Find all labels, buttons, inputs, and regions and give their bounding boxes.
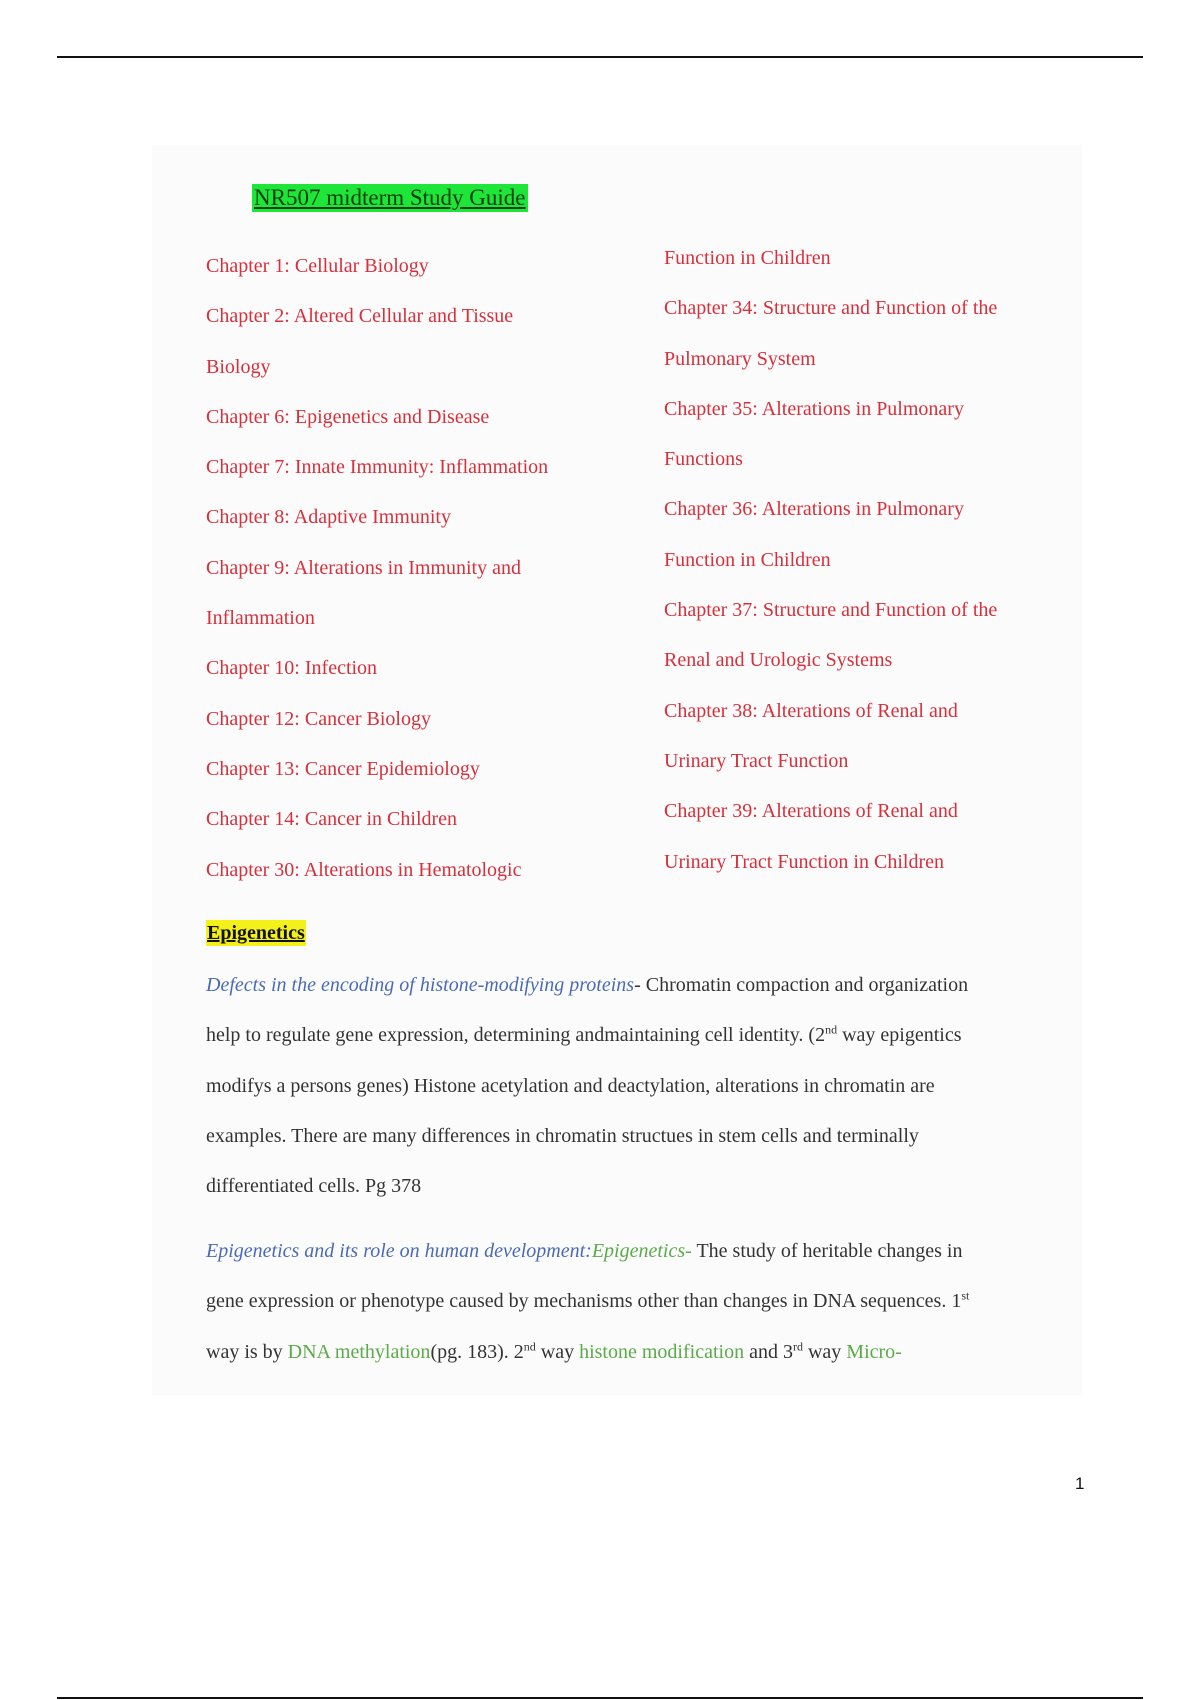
chapter-item: Chapter 7: Innate Immunity: Inflammation (206, 456, 549, 479)
chapter-item: Chapter 34: Structure and Function of the (664, 297, 998, 320)
superscript: nd (825, 1022, 838, 1037)
green-term: DNA methylation (287, 1340, 431, 1363)
paragraph-line: examples. There are many differences in chromatin structues in stem cells and terminally (206, 1124, 919, 1147)
chapter-item: Chapter 39: Alterations of Renal and (664, 800, 958, 823)
chapter-item: Chapter 36: Alterations in Pulmonary (664, 498, 964, 521)
chapter-item: Pulmonary System (664, 347, 816, 370)
chapter-item: Functions (664, 448, 743, 471)
body-text: (pg. 183). 2 (430, 1340, 524, 1363)
chapter-item: Biology (206, 355, 271, 378)
chapter-item: Chapter 13: Cancer Epidemiology (206, 757, 480, 780)
page-number: 1 (1075, 1474, 1085, 1493)
chapter-item: Chapter 30: Alterations in Hematologic (206, 858, 522, 881)
chapter-list-right (664, 244, 1084, 898)
paragraph-line (206, 1337, 1066, 1387)
bottom-rule (57, 1697, 1143, 1699)
document-title: NR507 midterm Study Guide (254, 185, 526, 210)
paragraph-line (206, 970, 1066, 1020)
body-text: The study of heritable changes in (691, 1240, 963, 1262)
chapter-item: Chapter 6: Epigenetics and Disease (206, 405, 490, 428)
body-text: way (802, 1340, 847, 1363)
chapter-list-left (206, 252, 626, 906)
chapter-item: Chapter 8: Adaptive Immunity (206, 506, 451, 529)
paragraph-line (206, 1286, 1066, 1336)
paragraph-line (206, 1020, 1066, 1070)
body-text: gene expression or phenotype caused by mechanisms other than changes in DNA sequences. 1 (206, 1290, 962, 1313)
chapter-item: Chapter 2: Altered Cellular and Tissue (206, 305, 514, 328)
italic-term: Defects in the encoding of histone-modifying proteins (206, 974, 635, 996)
chapter-item: Inflammation (206, 607, 315, 630)
paragraph-histone (206, 970, 1066, 1221)
paragraph-line (206, 1236, 1066, 1286)
chapter-item: Chapter 14: Cancer in Children (206, 808, 458, 831)
body-text: way epigentics (837, 1024, 962, 1047)
chapter-item: Chapter 12: Cancer Biology (206, 707, 431, 730)
chapter-item: Chapter 37: Structure and Function of the (664, 599, 998, 622)
body-text: and 3 (744, 1340, 793, 1363)
green-term: Micro- (846, 1340, 902, 1363)
section-heading: Epigenetics (207, 922, 305, 944)
chapter-item: Chapter 10: Infection (206, 657, 378, 680)
green-term: histone modification (579, 1340, 745, 1363)
chapter-item: Chapter 38: Alterations of Renal and (664, 699, 958, 722)
body-text: way is by (206, 1340, 288, 1363)
superscript: nd (523, 1338, 536, 1353)
green-term: Epigenetics- (591, 1240, 692, 1262)
superscript: st (961, 1288, 970, 1303)
chapter-item: Chapter 1: Cellular Biology (206, 255, 429, 277)
chapter-item: Chapter 9: Alterations in Immunity and (206, 556, 521, 579)
chapter-item: Function in Children (664, 548, 831, 571)
chapter-item: Urinary Tract Function (664, 749, 849, 772)
paragraph-development (206, 1236, 1066, 1387)
body-text: help to regulate gene expression, determining andmaintaining cell identity. (2 (206, 1024, 826, 1047)
chapter-item: Chapter 35: Alterations in Pulmonary (664, 397, 964, 420)
chapter-item: Function in Children (664, 247, 831, 269)
top-rule (57, 56, 1143, 58)
chapter-item: Urinary Tract Function in Children (664, 850, 944, 873)
paragraph-line: differentiated cells. Pg 378 (206, 1175, 422, 1198)
paragraph-line: modifys a persons genes) Histone acetylation and deactylation, alterations in chromatin are (206, 1074, 935, 1097)
italic-term: Epigenetics and its role on human development: (206, 1240, 592, 1262)
superscript: rd (792, 1338, 803, 1353)
chapter-item: Renal and Urologic Systems (664, 649, 893, 672)
body-text: way (535, 1340, 580, 1363)
body-text: - Chromatin compaction and organization (634, 974, 969, 996)
